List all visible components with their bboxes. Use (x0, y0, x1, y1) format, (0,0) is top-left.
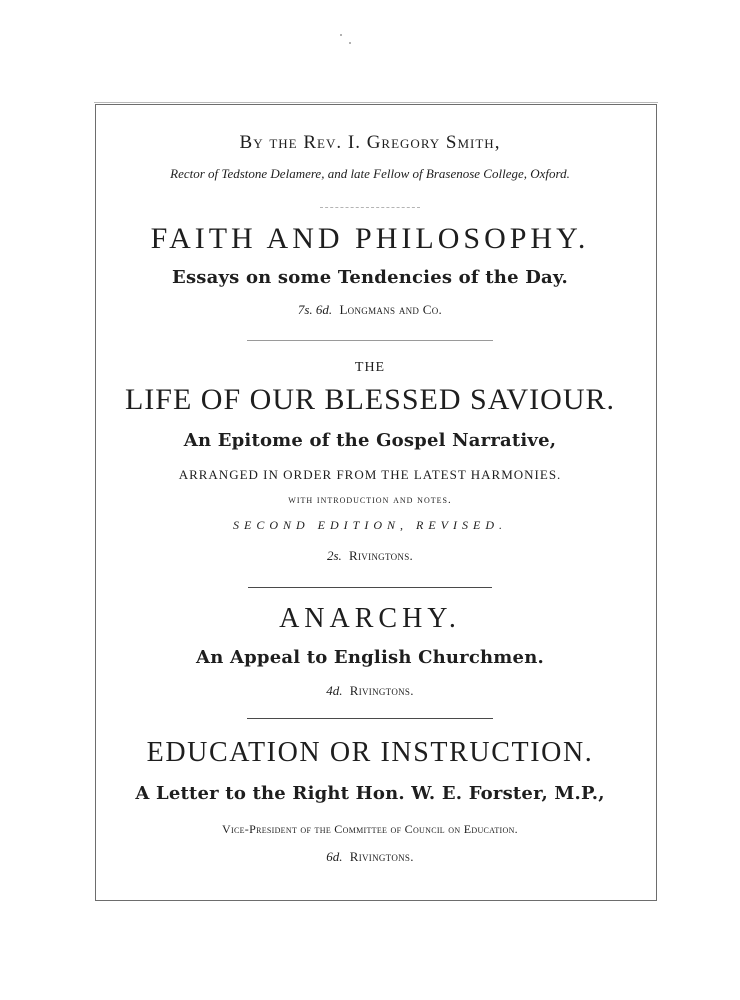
work-pre-title: THE (354, 360, 386, 375)
price-publisher (0, 548, 740, 564)
work-title: FAITH AND PHILOSOPHY. (150, 222, 590, 255)
publisher: Rivingtons. (349, 849, 414, 864)
work-edition: SECOND EDITION, REVISED. (233, 518, 507, 532)
price-publisher (0, 683, 740, 699)
price-publisher (0, 302, 740, 318)
work-note: with introduction and notes. (288, 494, 452, 506)
work-title: EDUCATION OR INSTRUCTION. (146, 737, 594, 768)
section-divider (248, 587, 492, 588)
work-subtitle: A Letter to the Right Hon. W. E. Forster, M.P., (135, 783, 605, 804)
work-title: LIFE OF OUR BLESSED SAVIOUR. (124, 383, 615, 416)
work-description: ARRANGED IN ORDER FROM THE LATEST HARMONIES. (178, 467, 562, 482)
work-subtitle: An Appeal to English Churchmen. (196, 647, 544, 668)
price: 6d. (326, 849, 343, 864)
publisher: Rivingtons. (349, 683, 414, 698)
work-description: Vice-President of the Committee of Council on Education. (222, 822, 518, 836)
price: 7s. 6d. (297, 302, 333, 317)
paper-speck (340, 34, 342, 36)
price: 4d. (326, 683, 343, 698)
work-title: ANARCHY. (279, 603, 461, 634)
work-subtitle: An Epitome of the Gospel Narrative, (183, 430, 557, 451)
author-byline: By the Rev. I. Gregory Smith, (239, 132, 501, 153)
section-divider (247, 718, 493, 719)
price-publisher (0, 849, 740, 865)
publisher: Rivingtons. (349, 548, 414, 563)
paper-speck (349, 42, 351, 44)
author-position: Rector of Tedstone Delamere, and late Fellow of Brasenose College, Oxford. (170, 166, 570, 181)
publisher: Longmans and Co. (339, 302, 443, 317)
price: 2s. (326, 548, 342, 563)
section-divider (247, 340, 493, 341)
ornamental-divider (320, 207, 420, 210)
work-subtitle: Essays on some Tendencies of the Day. (172, 267, 568, 288)
